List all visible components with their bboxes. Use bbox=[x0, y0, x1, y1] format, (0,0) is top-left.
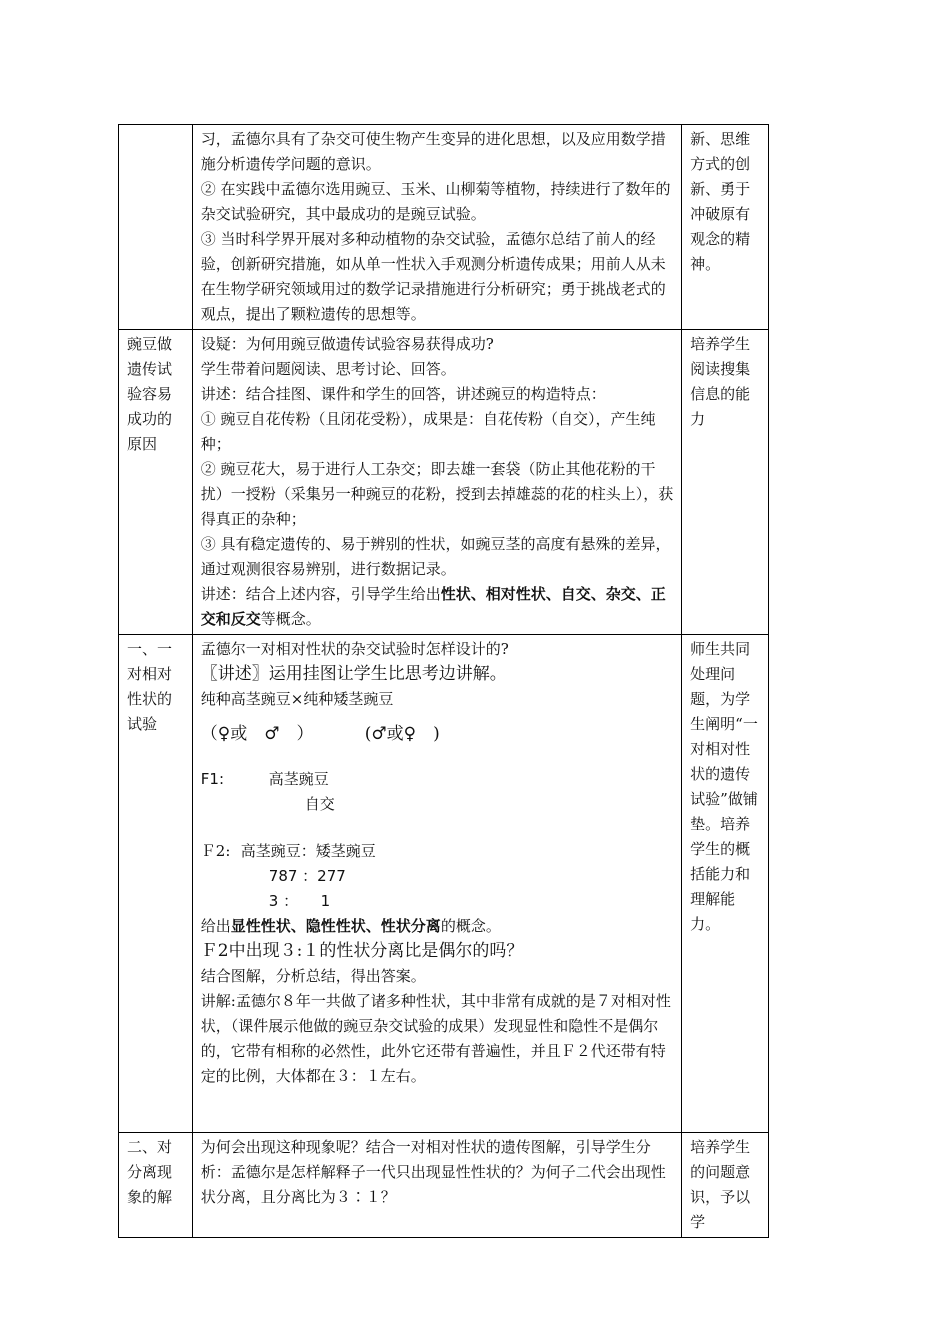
topic-cell: 一、一对相对性状的试验 bbox=[119, 635, 193, 1133]
goal-cell: 培养学生的问题意识，予以学 bbox=[682, 1133, 769, 1238]
paragraph: 为何会出现这种现象呢？结合一对相对性状的遗传图解，引导学生分析：孟德尔是怎样解释子一代只出现显性性状的？为何子二代会出现性状分离，且分离比为３∶１？ bbox=[200, 1138, 666, 1206]
topic-cell: 豌豆做遗传试验容易成功的原因 bbox=[119, 330, 193, 635]
paragraph: ③ 具有稳定遗传的、易于辨别的性状，如豌豆茎的高度有悬殊的差异，通过观测很容易辨别，进行数据记录。 bbox=[200, 535, 671, 578]
summary-bold-terms: 性状、相对性状、自交、杂交、正交和反交 bbox=[200, 585, 666, 628]
paragraph: ② 在实践中孟德尔选用豌豆、玉米、山柳菊等植物，持续进行了数年的杂交试验研究，其中最成功的是豌豆试验。 bbox=[200, 180, 671, 223]
f2-value: 高茎豌豆：矮茎豌豆 bbox=[240, 842, 376, 860]
goal-cell: 新、思维方式的创新、勇于冲破原有观念的精神。 bbox=[682, 125, 769, 330]
explanation: 讲解:孟德尔８年一共做了诸多种性状，其中非常有成就的是７对相对性状，（课件展示他做的豌豆杂交试验的成果）发现显性和隐性不是偶尔的，它带有相称的必然性，此外它还带有普遍性，并且Ｆ２代还带有特定的比例，大体都在３：１左右。 bbox=[200, 992, 671, 1085]
question-2: Ｆ2中出现３:１的性状分离比是偶尔的吗？ bbox=[200, 941, 524, 961]
paragraph: ② 豌豆花大，易于进行人工杂交；即去雄一套袋（防止其他花粉的干扰）一授粉（采集另一种豌豆的花粉，授到去掉雄蕊的花的柱头上），获得真正的杂种； bbox=[200, 460, 674, 528]
content-cell bbox=[192, 1133, 681, 1238]
f2-ratio: 3 ： 1 bbox=[268, 892, 331, 910]
lesson-plan-table bbox=[118, 124, 769, 1238]
f2-label: Ｆ2: bbox=[200, 842, 231, 860]
question-1: 孟德尔一对相对性状的杂交试验时怎样设计的? bbox=[200, 640, 509, 658]
lecture-line: 〖讲述〗运用挂图让学生比思考边讲解。 bbox=[200, 664, 507, 684]
parents-sex-line bbox=[201, 722, 675, 747]
f1-line bbox=[201, 767, 675, 792]
paragraph: 学生带着问题阅读、思考讨论、回答。 bbox=[200, 360, 456, 378]
goal-cell: 师生共同处理问题，为学生阐明“一对相对性状的遗传试验”做铺垫。培养学生的概括能力和理解能力。 bbox=[682, 635, 769, 1133]
paragraph: 设疑：为何用豌豆做遗传试验容易获得成功? bbox=[200, 335, 494, 353]
paragraph bbox=[201, 582, 675, 632]
f2-ratio-line bbox=[201, 889, 675, 914]
f1-label: F1: bbox=[200, 770, 225, 788]
f2-line bbox=[201, 839, 675, 864]
f2-counts-line bbox=[201, 864, 675, 889]
selfing-line bbox=[201, 792, 675, 817]
paragraph: ③ 当时科学界开展对多种动植物的杂交试验，孟德尔总结了前人的经验，创新研究措施，如从单一性状入手观测分析遗传成果；用前人从未在生物学研究领域用过的数学记录措施进行分析研究；勇于挑战老式的观点，提出了颗粒遗传的思想等。 bbox=[200, 230, 666, 323]
topic-cell bbox=[119, 125, 193, 330]
content-cell bbox=[192, 330, 681, 635]
paragraph: 习，孟德尔具有了杂交可使生物产生变异的进化思想，以及应用数学措施分析遗传学问题的意识。 bbox=[200, 130, 666, 173]
method-line: 结合图解，分析总结，得出答案。 bbox=[200, 967, 426, 985]
goal-cell: 培养学生阅读搜集信息的能力 bbox=[682, 330, 769, 635]
summary-prefix: 讲述：结合上述内容，引导学生给出 bbox=[200, 585, 441, 603]
f2-counts: 787 ：277 bbox=[268, 867, 346, 885]
summary-suffix: 等概念。 bbox=[260, 610, 321, 628]
selfing-label: 自交 bbox=[304, 795, 335, 813]
content-cell bbox=[192, 125, 681, 330]
paragraph: ① 豌豆自花传粉（且闭花受粉），成果是：自花传粉（自交），产生纯种； bbox=[200, 410, 656, 453]
content-cell bbox=[192, 635, 681, 1133]
table-row bbox=[119, 125, 769, 330]
parent-left-sex: （♀或 ♂ ） bbox=[200, 724, 314, 744]
concept-bold-terms: 显性性状、隐性性状、性状分离 bbox=[230, 917, 441, 935]
table-row bbox=[119, 330, 769, 635]
f1-value: 高茎豌豆 bbox=[268, 770, 329, 788]
table-row bbox=[119, 635, 769, 1133]
table-row bbox=[119, 1133, 769, 1238]
topic-cell: 二、对分离现象的解 bbox=[119, 1133, 193, 1238]
cross-line: 纯种高茎豌豆×纯种矮茎豌豆 bbox=[200, 690, 394, 708]
parent-right-sex: (♂或♀ ) bbox=[364, 724, 440, 744]
paragraph: 讲述：结合挂图、课件和学生的回答，讲述豌豆的构造特点： bbox=[200, 385, 606, 403]
concept-line: 给出显性性状、隐性性状、性状分离的概念。 bbox=[200, 917, 501, 935]
